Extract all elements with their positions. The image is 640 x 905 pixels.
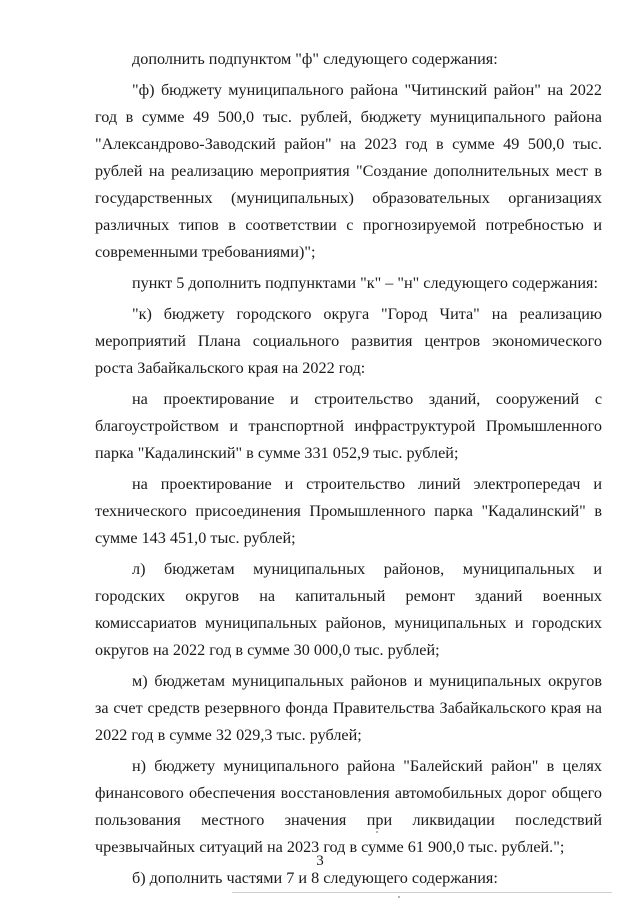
paragraph-subclause-l: л) бюджетам муниципальных районов, муниципальных и городских округов на капитальный ремонт зданий военных комиссариатов муниципальных районов, муниципальных и городских округов на 2022 год в сумме 30 000,0 тыс. рублей; <box>95 560 602 659</box>
paragraph-subclause-m: м) бюджетам муниципальных районов и муниципальных округов за счет средств резервного фонда Правительства Забайкальского края на 2022 год в сумме 32 029,3 тыс. рублей; <box>95 672 602 744</box>
document-body <box>95 46 602 896</box>
scan-speck <box>398 896 400 898</box>
footer-rule <box>232 892 612 893</box>
page-number: 3 <box>316 853 324 869</box>
paragraph-clause-5-intro: пункт 5 дополнить подпунктами "к" – "н" следующего содержания: <box>132 274 598 292</box>
paragraph-subclause-n: н) бюджету муниципального района "Балейский район" в целях финансового обеспечения восстановления автомобильных дорог общего пользования местного значения при ликвидации последствий чрезвычайных ситуаций на 2023 год в сумме 61 900,0 тыс. рублей."; <box>95 757 602 856</box>
scan-speck <box>376 831 378 833</box>
paragraph-subclause-k-item-2: на проектирование и строительство линий электропередач и технического присоединения Промышленного парка "Кадалинский" в сумме 143 451,0 тыс. рублей; <box>95 475 602 547</box>
paragraph-parts-7-8-intro: б) дополнить частями 7 и 8 следующего содержания: <box>132 869 498 887</box>
paragraph-subclause-k: "к) бюджету городского округа "Город Чита" на реализацию мероприятий Плана социального развития центров экономического роста Забайкальского края на 2022 год: <box>95 305 602 377</box>
paragraph-subclause-f: "ф) бюджету муниципального района "Читинский район" на 2022 год в сумме 49 500,0 тыс. рублей, бюджету муниципального района "Александрово-Заводский район" на 2023 год в сумме 49 500,0 тыс. рублей на реализацию мероприятия "Создание дополнительных мест в государственных (муниципальных) образовательных организациях различных типов в соответствии с прогнозируемой потребностью и современными требованиями)"; <box>95 81 602 261</box>
paragraph-subclause-k-item-1: на проектирование и строительство зданий, сооружений с благоустройством и транспортной инфраструктурой Промышленного парка "Кадалинский" в сумме 331 052,9 тыс. рублей; <box>95 390 602 462</box>
paragraph-subclause-f-intro: дополнить подпунктом "ф" следующего содержания: <box>132 50 498 68</box>
